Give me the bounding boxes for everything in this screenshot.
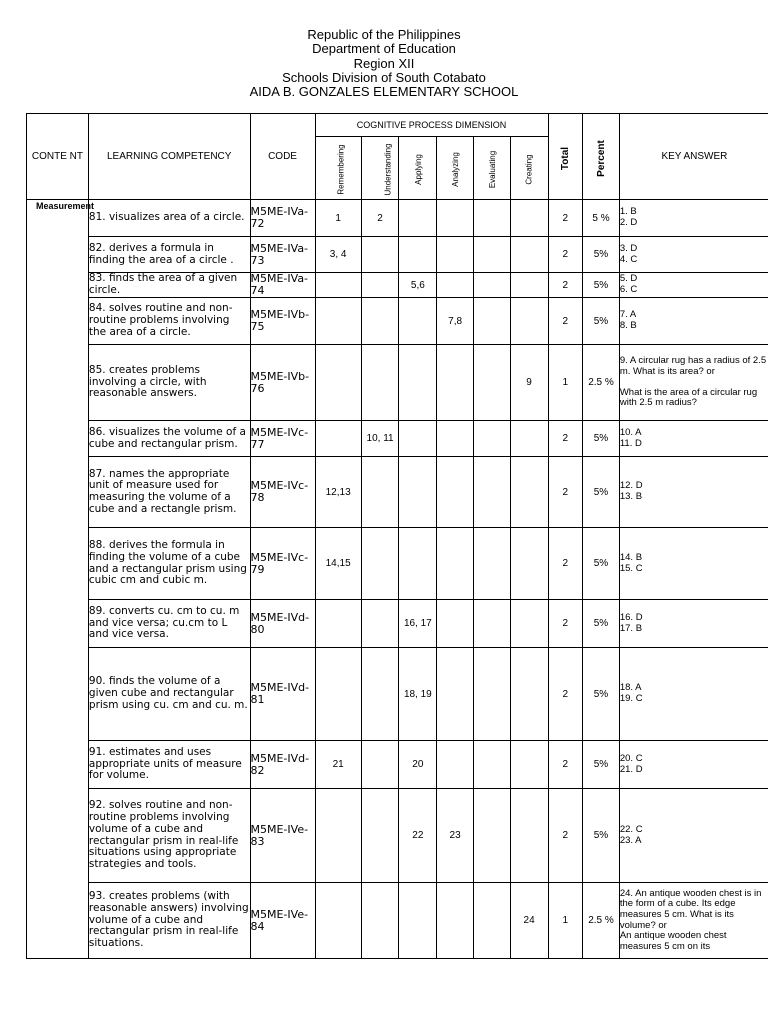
table-row [27,457,768,528]
analyzing-cell [437,883,474,959]
percent-header: Percent [583,114,620,200]
total-cell: 2 [548,648,583,741]
percent-cell: 5% [583,741,620,789]
key-answer-cell: 1. B 2. D [619,200,768,237]
applying-cell [399,883,437,959]
understanding-header: Understanding [361,137,399,200]
cognitive-process-header: COGNITIVE PROCESS DIMENSION [315,114,548,137]
applying-cell [399,345,437,421]
code-cell: M5ME-IVe-83 [250,789,315,883]
code-cell: M5ME-IVc-77 [250,421,315,457]
competency-header: LEARNING COMPETENCY [88,114,250,200]
total-cell: 2 [548,421,583,457]
evaluating-cell [473,883,510,959]
percent-cell: 2.5 % [583,883,620,959]
analyzing-cell [437,237,474,273]
understanding-cell [361,789,399,883]
applying-cell [399,528,437,600]
key-answer-cell: 16. D 17. B [619,600,768,648]
percent-cell: 2.5 % [583,345,620,421]
header-division: Schools Division of South Cotabato [282,69,486,85]
total-cell: 2 [548,298,583,345]
creating-cell [510,600,548,648]
code-cell: M5ME-IVa-74 [250,273,315,298]
remembering-cell: 3, 4 [315,237,361,273]
competency-cell: 85. creates problems involving a circle, with reasonable answers. [88,345,250,421]
understanding-cell: 10, 11 [361,421,399,457]
understanding-cell [361,741,399,789]
key-answer-cell: 24. An antique wooden chest is in the form of a cube. Its edge measures 5 cm. What is its volume? or An antique wooden chest measures 5 cm on its [619,883,768,959]
remembering-cell [315,648,361,741]
analyzing-cell: 23 [437,789,474,883]
code-cell: M5ME-IVc-79 [250,528,315,600]
creating-cell [510,273,548,298]
remembering-header: Remembering [315,137,361,200]
applying-cell: 20 [399,741,437,789]
understanding-cell [361,457,399,528]
percent-cell: 5% [583,648,620,741]
analyzing-cell [437,457,474,528]
evaluating-cell [473,457,510,528]
code-cell: M5ME-IVd-80 [250,600,315,648]
evaluating-cell [473,789,510,883]
creating-cell [510,298,548,345]
creating-cell [510,648,548,741]
competency-cell: 81. visualizes area of a circle. [88,200,250,237]
table-row [27,528,768,600]
table-row [27,298,768,345]
key-answer-cell: 12. D 13. B [619,457,768,528]
competency-cell: 92. solves routine and non-routine problems involving volume of a cube and rectangular prism in real-life situations using appropriate strategies and tools. [88,789,250,883]
document-header [0,28,768,99]
creating-cell [510,421,548,457]
key-answer-cell: 7. A 8. B [619,298,768,345]
analyzing-cell [437,421,474,457]
code-cell: M5ME-IVa-72 [250,200,315,237]
evaluating-cell [473,600,510,648]
understanding-cell: 2 [361,200,399,237]
competency-cell: 89. converts cu. cm to cu. m and vice versa; cu.cm to L and vice versa. [88,600,250,648]
creating-cell [510,237,548,273]
applying-cell [399,457,437,528]
competency-cell: 91. estimates and uses appropriate units of measure for volume. [88,741,250,789]
percent-cell: 5% [583,457,620,528]
applying-cell [399,237,437,273]
table-row [27,883,768,959]
table-row [27,648,768,741]
remembering-cell: 21 [315,741,361,789]
code-cell: M5ME-IVd-81 [250,648,315,741]
content-cell [27,200,95,959]
key-answer-cell: 3. D 4. C [619,237,768,273]
remembering-cell [315,789,361,883]
percent-cell: 5% [583,600,620,648]
understanding-cell [361,883,399,959]
total-cell: 2 [548,741,583,789]
code-cell: M5ME-IVa-73 [250,237,315,273]
key-answer-cell: 18. A 19. C [619,648,768,741]
key-answer-cell: 5. D 6. C [619,273,768,298]
remembering-cell: 1 [315,200,361,237]
total-cell: 1 [548,883,583,959]
code-cell: M5ME-IVb-76 [250,345,315,421]
table-row [27,741,768,789]
total-header: Total [548,114,583,200]
applying-cell: 16, 17 [399,600,437,648]
creating-cell [510,528,548,600]
table-row [27,200,768,237]
analyzing-cell [437,741,474,789]
header-republic: Republic of the Philippines [307,27,461,42]
percent-cell: 5% [583,421,620,457]
evaluating-cell [473,200,510,237]
creating-header: Creating [510,137,548,200]
total-cell: 2 [548,600,583,648]
percent-cell: 5% [583,528,620,600]
analyzing-cell [437,528,474,600]
analyzing-cell [437,648,474,741]
total-cell: 1 [548,345,583,421]
total-cell: 2 [548,789,583,883]
applying-cell [399,200,437,237]
evaluating-cell [473,298,510,345]
understanding-cell [361,273,399,298]
understanding-cell [361,528,399,600]
key-answer-header: KEY ANSWER [619,114,768,200]
applying-cell: 22 [399,789,437,883]
creating-cell: 9 [510,345,548,421]
creating-cell [510,200,548,237]
competency-cell: 84. solves routine and non-routine problems involving the area of a circle. [88,298,250,345]
analyzing-cell [437,345,474,421]
evaluating-cell [473,421,510,457]
code-cell: M5ME-IVc-78 [250,457,315,528]
analyzing-cell [437,600,474,648]
creating-cell [510,457,548,528]
table-row [27,237,768,273]
understanding-cell [361,648,399,741]
competency-cell: 82. derives a formula in finding the area of a circle . [88,237,250,273]
content-header: CONTE NT [27,114,89,200]
evaluating-cell [473,741,510,789]
remembering-cell [315,421,361,457]
table-row [27,421,768,457]
table-row [27,600,768,648]
understanding-cell [361,345,399,421]
evaluating-header: Evaluating [473,137,510,200]
percent-cell: 5% [583,237,620,273]
competency-cell: 83. finds the area of a given circle. [88,273,250,298]
competency-cell: 88. derives the formula in finding the volume of a cube and a rectangular prism using cubic cm and cubic m. [88,528,250,600]
key-answer-cell: 22. C 23. A [619,789,768,883]
applying-cell: 18, 19 [399,648,437,741]
table-row [27,273,768,298]
percent-cell: 5 % [583,200,620,237]
percent-cell: 5% [583,789,620,883]
evaluating-cell [473,528,510,600]
table-of-specifications [26,113,768,959]
evaluating-cell [473,648,510,741]
key-answer-cell: 14. B 15. C [619,528,768,600]
percent-cell: 5% [583,298,620,345]
total-cell: 2 [548,200,583,237]
creating-cell [510,789,548,883]
key-answer-cell: 10. A 11. D [619,421,768,457]
header-department: Department of Education [312,41,456,57]
analyzing-cell [437,200,474,237]
applying-header: Applying [399,137,437,200]
total-cell: 2 [548,273,583,298]
content-label: Measurement [36,201,95,211]
remembering-cell: 12,13 [315,457,361,528]
analyzing-header: Analyzing [437,137,474,200]
remembering-cell [315,600,361,648]
analyzing-cell: 7,8 [437,298,474,345]
evaluating-cell [473,237,510,273]
percent-cell: 5% [583,273,620,298]
code-header: CODE [250,114,315,200]
applying-cell [399,421,437,457]
remembering-cell [315,883,361,959]
header-region: Region XII [353,55,415,71]
understanding-cell [361,600,399,648]
table-row [27,789,768,883]
code-cell: M5ME-IVd-82 [250,741,315,789]
table-row [27,345,768,421]
competency-cell: 87. names the appropriate unit of measure used for measuring the volume of a cube and a rectangle prism. [88,457,250,528]
understanding-cell [361,298,399,345]
key-answer-cell: 9. A circular rug has a radius of 2.5 m. What is its area? or What is the area of a circular rug with 2.5 m radius? [619,345,768,421]
analyzing-cell [437,273,474,298]
applying-cell: 5,6 [399,273,437,298]
code-cell: M5ME-IVb-75 [250,298,315,345]
competency-cell: 93. creates problems (with reasonable answers) involving volume of a cube and rectangular prism in real-life situations. [88,883,250,959]
applying-cell [399,298,437,345]
remembering-cell [315,273,361,298]
creating-cell [510,741,548,789]
header-school: AIDA B. GONZALES ELEMENTARY SCHOOL [249,84,519,100]
understanding-cell [361,237,399,273]
total-cell: 2 [548,457,583,528]
creating-cell: 24 [510,883,548,959]
competency-cell: 90. finds the volume of a given cube and rectangular prism using cu. cm and cu. m. [88,648,250,741]
code-cell: M5ME-IVe-84 [250,883,315,959]
remembering-cell: 14,15 [315,528,361,600]
remembering-cell [315,298,361,345]
total-cell: 2 [548,237,583,273]
evaluating-cell [473,273,510,298]
evaluating-cell [473,345,510,421]
key-answer-cell: 20. C 21. D [619,741,768,789]
total-cell: 2 [548,528,583,600]
remembering-cell [315,345,361,421]
competency-cell: 86. visualizes the volume of a cube and rectangular prism. [88,421,250,457]
